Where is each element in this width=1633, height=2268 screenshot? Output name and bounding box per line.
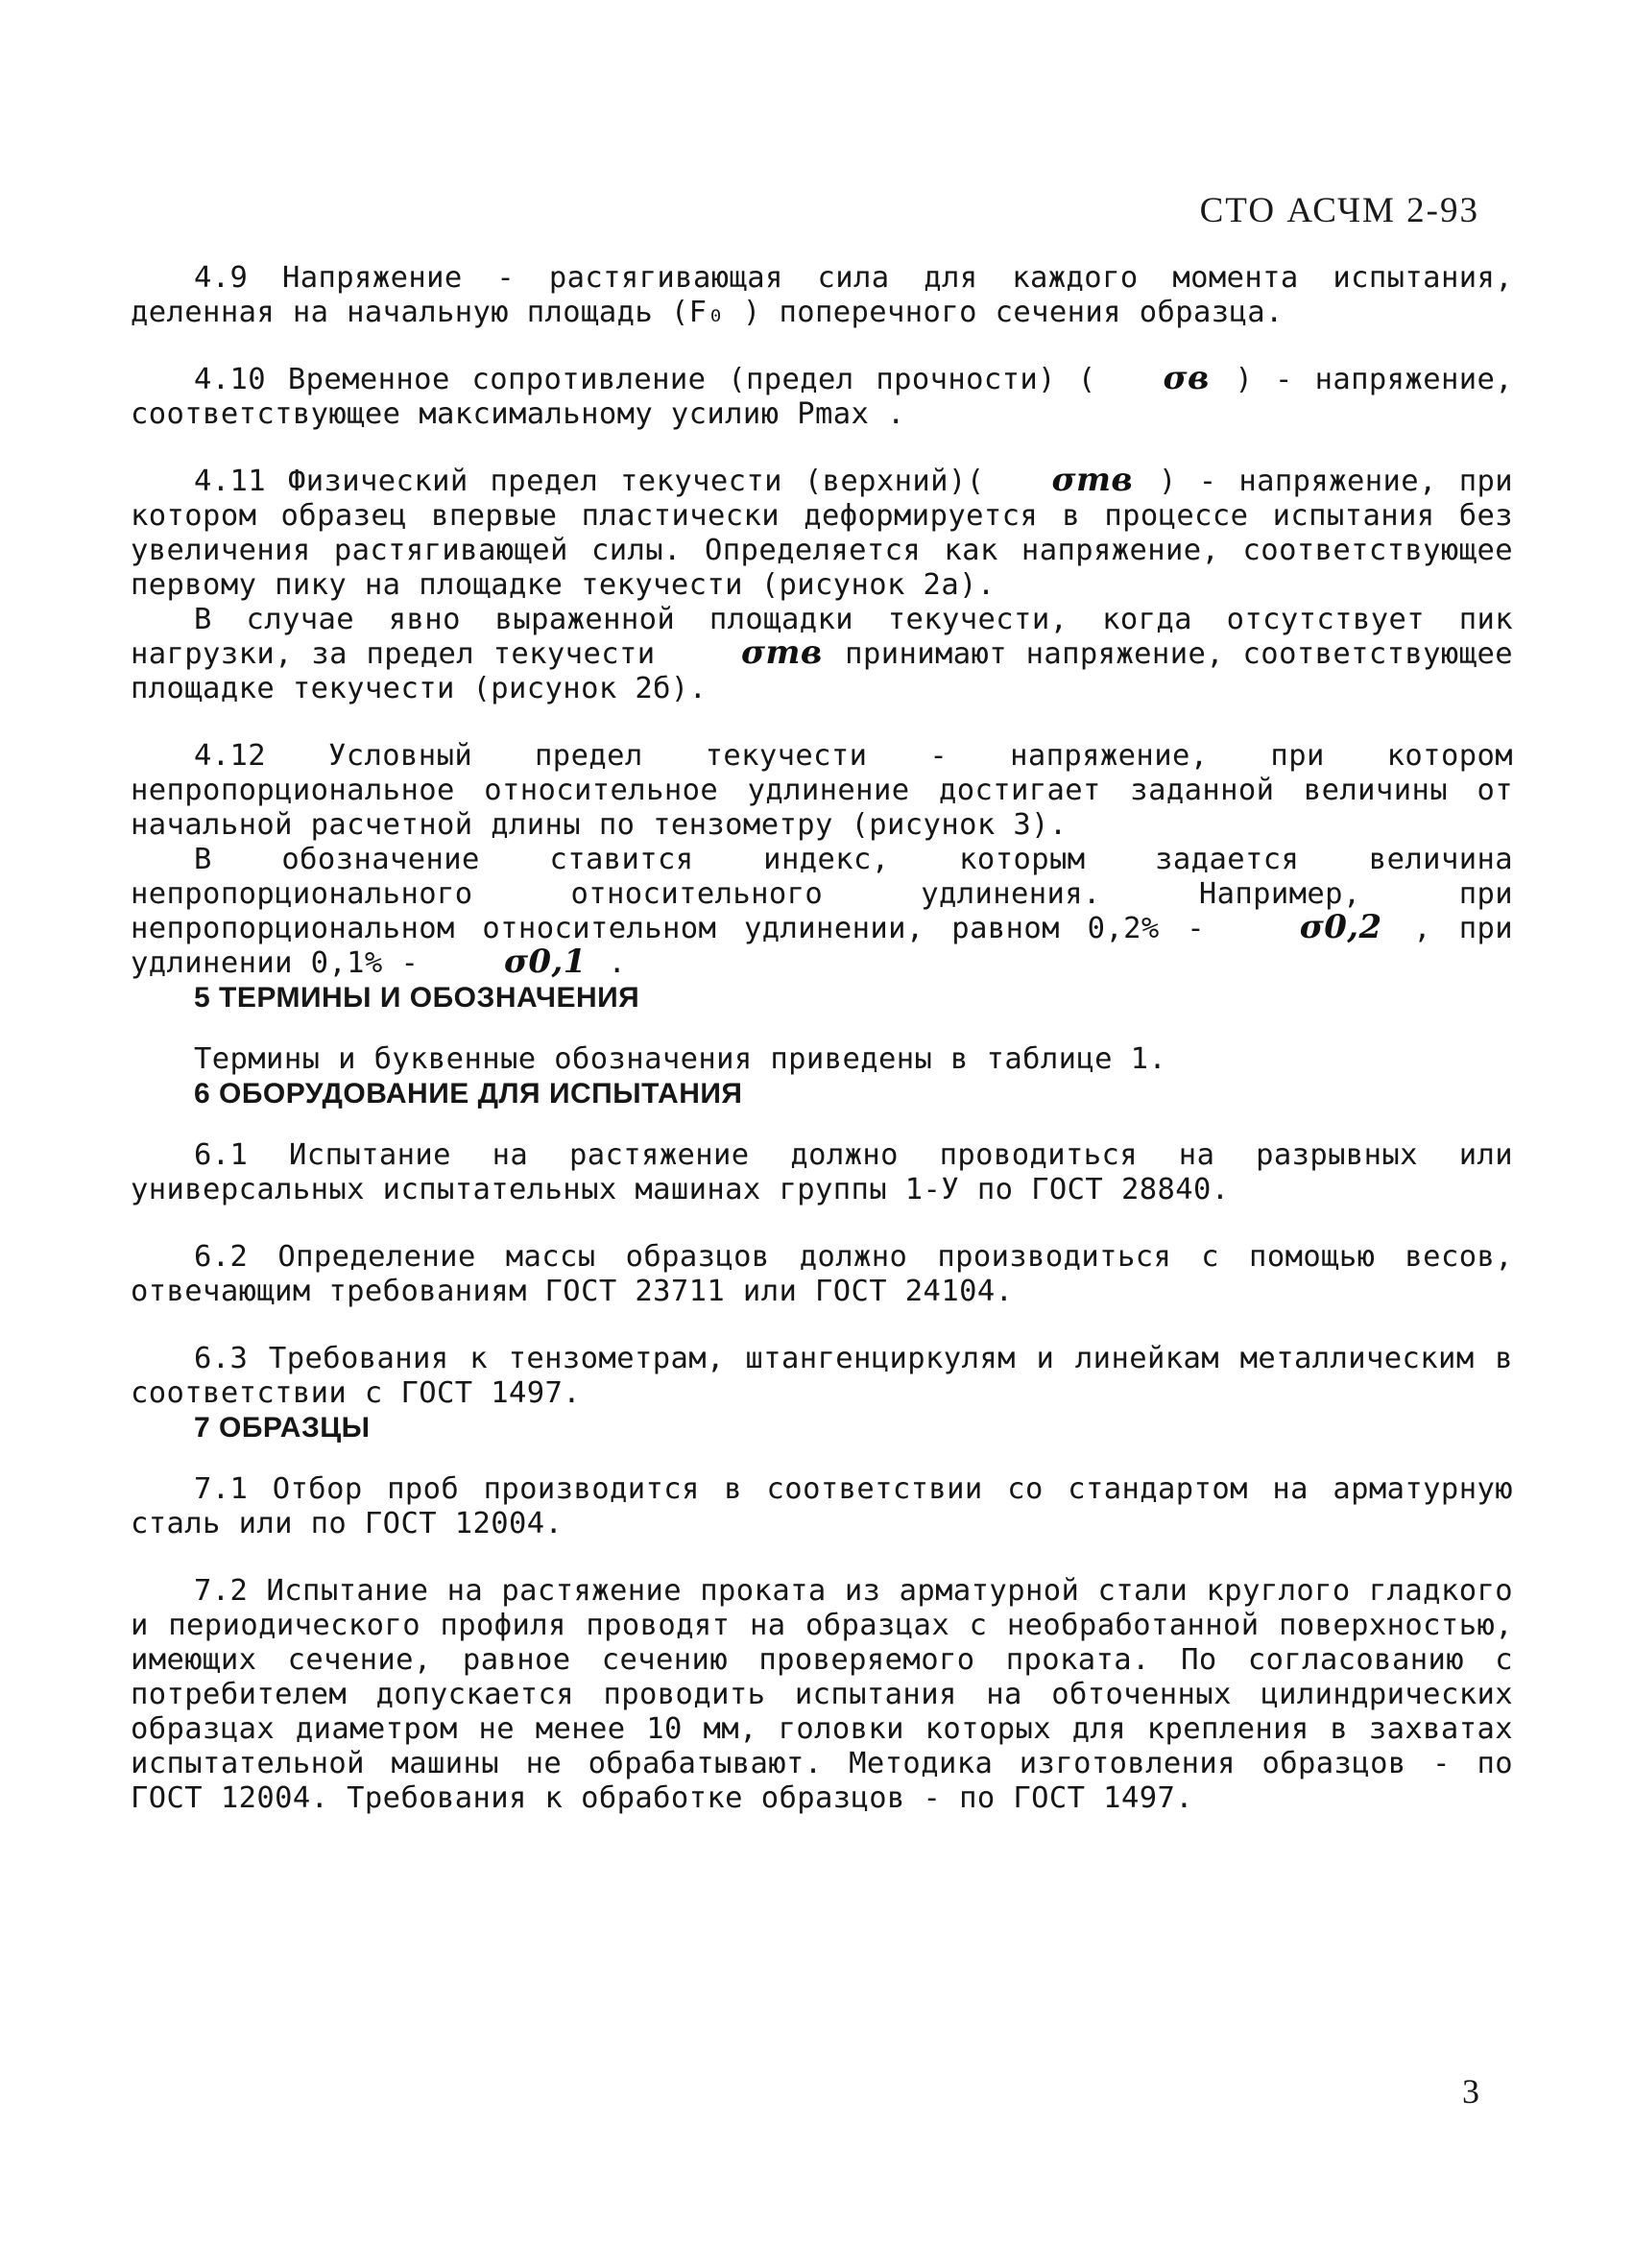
paragraph-4-11b-text: В случае явно выраженной площадки текучести, когда отсутствует пик нагрузки, за предел текучести xyxy=(131,603,1513,671)
paragraph-6-3: 6.3 Требования к тензометрам, штангенциркулям и линейкам металлическим в соответствии с ГОСТ 1497. xyxy=(131,1342,1513,1410)
paragraph-4-11-text-end: ) - напряжение, при котором образец впервые пластически деформируется в процессе испытания без увеличения растягивающей силы. Определяется как напряжение, соответствующее первому пику на площадке текучести (рисунок 2а). xyxy=(131,465,1513,602)
paragraph-4-12b-text: В обозначение ставится индекс, которым задается величина непропорционального относительного удлинения. Например, при непропорциональном относительном удлинении, равном 0,2% - xyxy=(131,843,1513,945)
paragraph-7-2: 7.2 Испытание на растяжение проката из арматурной стали круглого гладкого и периодического профиля проводят на образцах с необработанной поверхностью, имеющих сечение, равное сечению проверяемого проката. По согласованию с потребителем допускается проводить испытания на обточенных цилиндрических образцах диаметром не менее 10 мм, головки которых для крепления в захватах испытательной машины не обрабатывают. Методика изготовления образцов - по ГОСТ 12004. Требования к обработке образцов - по ГОСТ 1497. xyxy=(131,1574,1513,1815)
section-heading-5: 5 ТЕРМИНЫ И ОБОЗНАЧЕНИЯ xyxy=(194,982,640,1014)
paragraph-4-12-continued xyxy=(131,843,1513,981)
paragraph-4-11 xyxy=(131,461,1513,603)
paragraph-6-1: 6.1 Испытание на растяжение должно проводиться на разрывных или универсальных испытательных машинах группы 1-У по ГОСТ 28840. xyxy=(131,1138,1513,1206)
paragraph-4-11b-text-end: принимают напряжение, соответствующее площадке текучести (рисунок 2б). xyxy=(131,637,1513,705)
section-heading-6: 6 ОБОРУДОВАНИЕ ДЛЯ ИСПЫТАНИЯ xyxy=(194,1078,743,1110)
paragraph-7-1: 7.1 Отбор проб производится в соответствии со стандартом на арматурную сталь или по ГОСТ 12004. xyxy=(131,1472,1513,1540)
paragraph-5: Термины и буквенные обозначения приведены в таблице 1. xyxy=(194,1042,1167,1076)
symbol-upper-yield-strength: σтв xyxy=(1051,461,1134,499)
paragraph-6-2: 6.2 Определение массы образцов должно производиться с помощью весов, отвечающим требованиям ГОСТ 23711 или ГОСТ 24104. xyxy=(131,1240,1513,1308)
symbol-proof-strength-0-2: σ0,2 xyxy=(1299,908,1382,946)
paragraph-4-11-text: 4.11 Физический предел текучести (верхний)( xyxy=(194,465,985,498)
paragraph-4-12b-text-end: . xyxy=(589,946,627,980)
paragraph-4-9: 4.9 Напряжение - растягивающая сила для каждого момента испытания, деленная на начальную площадь (F₀ ) поперечного сечения образца. xyxy=(131,261,1513,329)
paragraph-4-10-text-end: ) - напряжение, соответствующее максимальному усилию Pmax . xyxy=(131,363,1514,431)
section-heading-7: 7 ОБРАЗЦЫ xyxy=(194,1412,371,1444)
symbol-tensile-strength: σв xyxy=(1163,359,1210,397)
paragraph-4-10 xyxy=(131,359,1514,432)
paragraph-4-10-text: 4.10 Временное сопротивление (предел прочности) ( xyxy=(194,363,1096,396)
paragraph-4-11-continued xyxy=(131,603,1513,706)
document-body xyxy=(131,261,1513,1816)
page-number: 3 xyxy=(1462,2072,1479,2111)
paragraph-4-12b-text-middle: , при удлинении 0,1% - xyxy=(131,912,1513,980)
paragraph-4-12: 4.12 Условный предел текучести - напряжение, при котором непропорциональное относительное удлинение достигает заданной величины от начальной расчетной длины по тензометру (рисунок 3). xyxy=(131,739,1513,842)
symbol-proof-strength-0-1: σ0,1 xyxy=(503,943,587,981)
symbol-yield-strength: σтв xyxy=(741,633,823,672)
document-code: СТО АСЧМ 2-93 xyxy=(1199,191,1479,230)
